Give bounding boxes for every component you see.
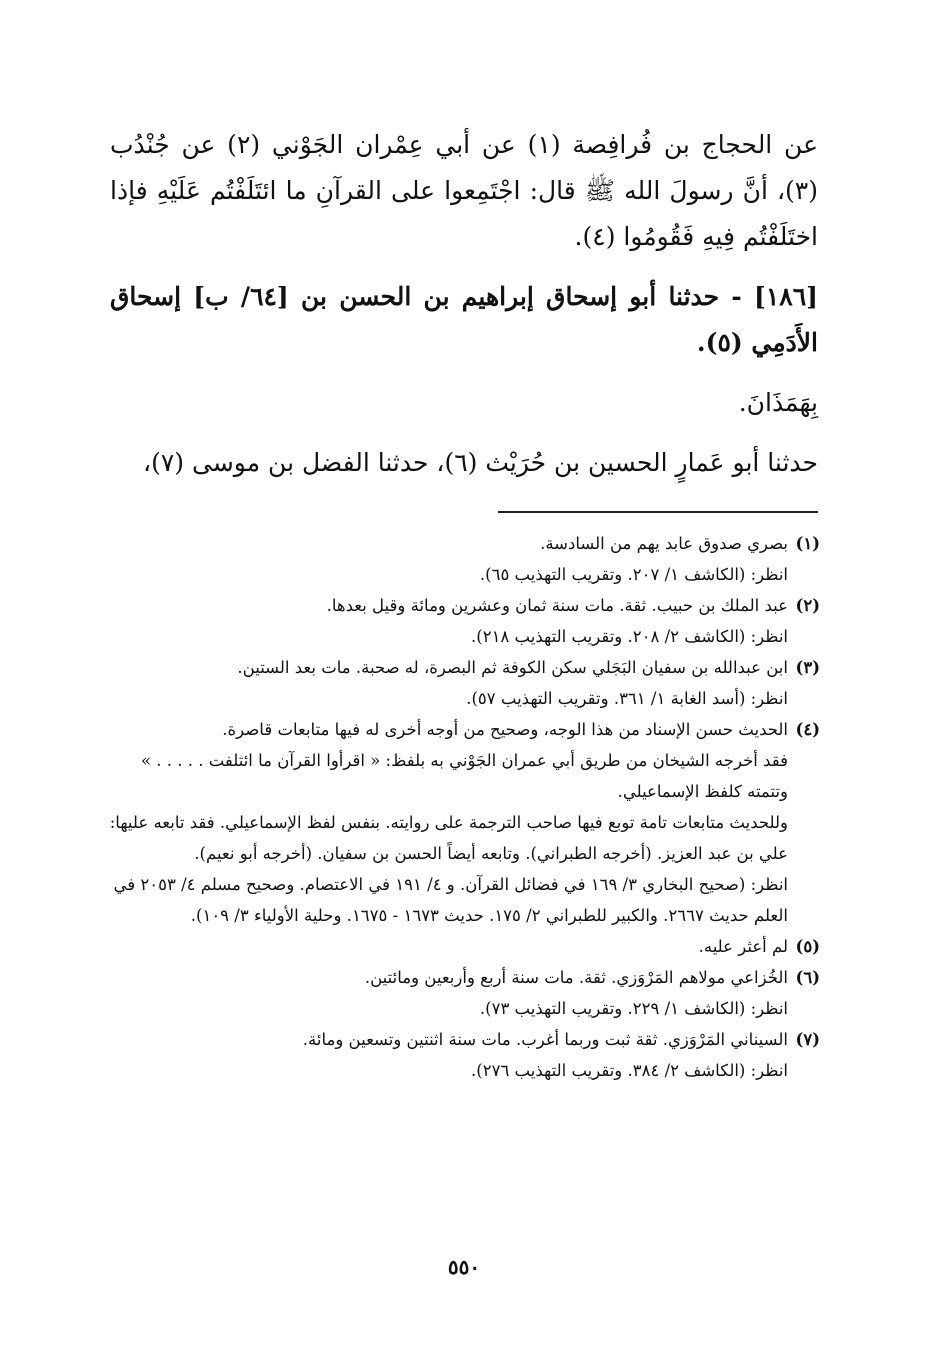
footnote-number: (٧): [795, 1030, 820, 1049]
footnote-reference: انظر: (صحيح البخاري ٣/ ١٦٩ في فضائل القرآن. و ٤/ ١٩١ في الاعتصام. وصحيح مسلم ٤/ ٢٠٥٣ في العلم حديث ٢٦٦٧. والكبير للطبراني ٢/ ١٧٥. حديث ١٦٧٣ - ١٦٧٥. وحلية الأولياء ٣/ ١٠٩).: [113, 875, 788, 925]
footnote-reference: انظر: (أسد الغابة ١/ ٣٦١. وتقريب التهذيب ٥٧).: [466, 689, 788, 708]
footnote-7: [108, 1024, 820, 1086]
footnote-5: [108, 931, 820, 962]
footnote-number: (٣): [795, 658, 820, 677]
footnote-text: لم أعثر عليه.: [698, 937, 788, 956]
place-line: بِهَمَذَانَ.: [738, 388, 818, 417]
footnote-separator: [498, 511, 818, 513]
footnote-2: [108, 590, 820, 652]
narrator-line: حدثنا أبو عَمارٍ الحسين بن حُرَيْث (٦)، حدثنا الفضل بن موسى (٧)،: [143, 448, 818, 477]
footnote-6: [108, 962, 820, 1024]
footnote-number: (٦): [795, 968, 820, 987]
footnote-text: السيناني المَرْوَزي. ثقة ثبت وربما أغرب. مات سنة اثنتين وتسعين ومائة.: [302, 1030, 788, 1049]
footnote-text: ابن عبدالله بن سفيان البَجَلي سكن الكوفة ثم البصرة، له صحبة. مات بعد الستين.: [237, 658, 788, 677]
footnote-reference: انظر: (الكاشف ١/ ٢٠٧. وتقريب التهذيب ٦٥).: [479, 565, 788, 584]
footnotes: [108, 528, 820, 1086]
footnote-text: وللحديث متابعات تامة توبع فيها صاحب الترجمة على روايته. بنفس لفظ الإسماعيلي. فقد تابعه عليها: علي بن عبد العزيز. (أخرجه الطبراني). وتابعه أيضاً الحسن بن سفيان. (أخرجه أبو نعيم).: [109, 813, 788, 863]
footnote-reference: انظر: (الكاشف ٢/ ٢٠٨. وتقريب التهذيب ٢١٨).: [471, 627, 788, 646]
footnote-number: (٤): [795, 720, 820, 739]
footnote-text: فقد أخرجه الشيخان من طريق أبي عمران الجَوْني به بلفظ: « اقرأوا القرآن ما ائتلفت . . . . . » وتتمته كلفظ الإسماعيلي.: [140, 751, 788, 801]
footnote-text: الخُزاعي مولاهم المَرْوَزي. ثقة. مات سنة أربع وأربعين ومائتين.: [364, 968, 788, 987]
main-text: [110, 122, 818, 486]
footnote-4: [108, 714, 820, 931]
footnote-number: (٢): [795, 596, 820, 615]
page-number: ٥٥٠: [447, 1255, 481, 1279]
footnote-number: (١): [795, 534, 820, 553]
footnote-reference: انظر: (الكاشف ٢/ ٣٨٤. وتقريب التهذيب ٢٧٦).: [471, 1061, 788, 1080]
footnote-text: عبد الملك بن حبيب. ثقة. مات سنة ثمان وعشرين ومائة وقيل بعدها.: [326, 596, 788, 615]
footnote-reference: انظر: (الكاشف ١/ ٢٢٩. وتقريب التهذيب ٧٣).: [479, 999, 788, 1018]
isnad-paragraph: عن الحجاج بن فُرافِصة (١) عن أبي عِمْران الجَوْني (٢) عن جُنْدُب (٣)، أنَّ رسولَ الله ﷺ قال: اجْتَمِعوا على القرآنِ ما ائتَلَفْتُم عَلَيْهِ فإذا اختَلَفْتُم فِيهِ فَقُومُوا (٤).: [110, 130, 818, 251]
footnote-number: (٥): [795, 937, 820, 956]
footnote-3: [108, 652, 820, 714]
footnote-text: بصري صدوق عابد يهم من السادسة.: [540, 534, 788, 553]
footnote-1: [108, 528, 820, 590]
hadith-heading: [١٨٦] - حدثنا أبو إسحاق إبراهيم بن الحسن بن [٦٤/ ب] إسحاق الأَدَمِي (٥).: [110, 282, 818, 357]
footnote-text: الحديث حسن الإسناد من هذا الوجه، وصحيح من أوجه أخرى له فيها متابعات قاصرة.: [222, 720, 788, 739]
